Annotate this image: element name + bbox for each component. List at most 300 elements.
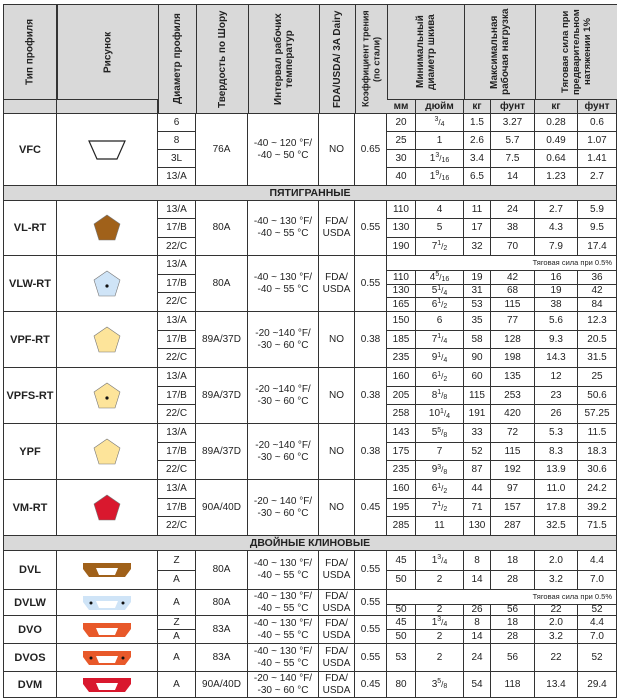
min-pulley-inch: 1 9 / 16 — [416, 168, 464, 186]
fda-line: USDA — [322, 602, 351, 614]
max-load-kg: 52 — [464, 443, 491, 461]
min-pulley-mm: 195 — [387, 499, 416, 517]
tension-kg: 7.9 — [535, 238, 578, 256]
profile-diameter: 22/C — [158, 461, 196, 480]
temp-line: -40 ~ 50 °C — [257, 149, 309, 161]
temp-range — [248, 114, 319, 186]
temp-line: -20 ~140 °F/ — [255, 327, 311, 339]
tension-lb: 0.6 — [578, 114, 617, 132]
max-load-lb: 68 — [491, 285, 535, 298]
max-load-kg: 32 — [464, 238, 491, 256]
temp-range — [248, 368, 319, 424]
profile-diameter: 13/A — [158, 168, 196, 186]
fda-status — [319, 424, 355, 480]
max-load-lb: 42 — [491, 271, 535, 285]
profile-drawing — [57, 424, 158, 480]
fda-line: NO — [329, 143, 344, 155]
min-pulley-mm: 160 — [387, 480, 416, 499]
min-pulley-inch: 10 1 / 4 — [416, 405, 464, 424]
profile-drawing — [57, 114, 158, 186]
max-load-kg: 31 — [464, 285, 491, 298]
shore-hardness: 80A — [196, 256, 248, 312]
min-pulley-inch: 1 3 / 4 — [416, 551, 464, 571]
tension-kg: 2.0 — [535, 616, 578, 630]
min-pulley-mm: 30 — [387, 150, 416, 168]
temp-line: -20 ~ 140 °F/ — [253, 672, 313, 684]
max-load-kg: 24 — [464, 644, 491, 672]
tension-lb: 2.7 — [578, 168, 617, 186]
min-pulley-mm: 185 — [387, 331, 416, 349]
max-load-lb: 28 — [491, 571, 535, 590]
fda-status — [319, 480, 355, 536]
temp-line: -40 ~ 55 °C — [257, 228, 309, 239]
shore-hardness: 80A — [196, 551, 248, 590]
temp-line: -20 ~140 °F/ — [255, 439, 311, 451]
unit-mm: мм — [387, 100, 416, 114]
profile-diameter: 17/B — [158, 387, 196, 405]
min-pulley-mm: 143 — [387, 424, 416, 443]
friction-coefficient: 0.38 — [355, 424, 387, 480]
profile-diameter: 17/B — [158, 219, 196, 238]
max-load-kg: 54 — [464, 672, 491, 698]
min-pulley-inch: 9 3 / 8 — [416, 461, 464, 480]
max-load-lb: 56 — [491, 644, 535, 672]
temp-line: -40 ~ 130 °F/ — [253, 216, 313, 227]
max-load-lb: 3.27 — [491, 114, 535, 132]
tension-kg: 13.9 — [535, 461, 578, 480]
header-friction: Коэффициент трения (по стали) — [355, 4, 387, 114]
profile-diameter: 13/A — [158, 368, 196, 387]
profile-diameter: 8 — [158, 132, 196, 150]
temp-line: -30 ~ 60 °C — [257, 395, 309, 407]
tension-kg: 8.3 — [535, 443, 578, 461]
min-pulley-mm: 160 — [387, 368, 416, 387]
profile-diameter: 13/A — [158, 424, 196, 443]
min-pulley-mm: 40 — [387, 168, 416, 186]
temp-range — [248, 312, 319, 368]
min-pulley-inch: 7 1 / 4 — [416, 331, 464, 349]
min-pulley-mm: 110 — [387, 271, 416, 285]
profile-name: VLW-RT — [3, 256, 57, 312]
temp-range — [248, 672, 319, 698]
min-pulley-inch: 11 — [416, 517, 464, 536]
tension-lb: 57.25 — [578, 405, 617, 424]
temp-line: -20 ~ 140 °F/ — [253, 495, 313, 507]
header-tension: Тяговая сила при предварительном натяжении 1% — [535, 4, 617, 100]
shore-hardness: 83A — [196, 644, 248, 672]
shore-hardness: 89A/37D — [196, 368, 248, 424]
friction-coefficient: 0.45 — [355, 480, 387, 536]
max-load-lb: 14 — [491, 168, 535, 186]
unit-tension-lb: фунт — [578, 100, 617, 114]
profile-diameter: 6 — [158, 114, 196, 132]
profile-diameter: A — [158, 630, 196, 644]
profile-name: VFC — [3, 114, 57, 186]
temp-range — [248, 424, 319, 480]
fda-line: USDA — [322, 228, 351, 239]
tension-note: Тяговая сила при 0.5% — [387, 590, 617, 605]
tension-kg: 5.6 — [535, 312, 578, 331]
max-load-lb: 72 — [491, 424, 535, 443]
tension-kg: 12 — [535, 368, 578, 387]
tension-kg: 22 — [535, 644, 578, 672]
fda-status — [319, 551, 355, 590]
friction-coefficient: 0.55 — [355, 551, 387, 590]
fda-status — [319, 201, 355, 256]
max-load-lb: 135 — [491, 368, 535, 387]
tension-lb: 12.3 — [578, 312, 617, 331]
max-load-lb: 24 — [491, 201, 535, 219]
profile-name: VPF-RT — [3, 312, 57, 368]
friction-coefficient: 0.55 — [355, 256, 387, 312]
temp-range — [248, 551, 319, 590]
fda-line: USDA — [322, 629, 351, 641]
temp-line: -40 ~ 130 °F/ — [253, 558, 313, 569]
tension-lb: 4.4 — [578, 551, 617, 571]
tension-lb: 9.5 — [578, 219, 617, 238]
profile-diameter: 22/C — [158, 238, 196, 256]
tension-lb: 71.5 — [578, 517, 617, 536]
profile-name: DVO — [3, 616, 57, 644]
min-pulley-inch: 1 — [416, 132, 464, 150]
friction-coefficient: 0.38 — [355, 368, 387, 424]
tension-kg: 22 — [535, 605, 578, 616]
profile-diameter: Z — [158, 616, 196, 630]
max-load-lb: 157 — [491, 499, 535, 517]
fda-line: NO — [329, 501, 344, 513]
tension-lb: 42 — [578, 285, 617, 298]
tension-lb: 39.2 — [578, 499, 617, 517]
min-pulley-inch: 1 3 / 16 — [416, 150, 464, 168]
tension-kg: 16 — [535, 271, 578, 285]
header-fda: FDA/USDA/ 3A Dairy — [319, 4, 355, 114]
max-load-kg: 8 — [464, 551, 491, 571]
profile-name: VM-RT — [3, 480, 57, 536]
profile-name: DVM — [3, 672, 57, 698]
max-load-kg: 1.5 — [464, 114, 491, 132]
max-load-lb: 115 — [491, 443, 535, 461]
fda-status — [319, 590, 355, 616]
profile-diameter: 13/A — [158, 201, 196, 219]
temp-line: -40 ~ 130 °F/ — [253, 590, 313, 602]
profile-diameter: 3L — [158, 150, 196, 168]
fda-line: FDA/ — [325, 216, 348, 227]
profile-name: VPFS-RT — [3, 368, 57, 424]
unit-blank-drawing — [57, 100, 158, 114]
max-load-lb: 128 — [491, 331, 535, 349]
min-pulley-inch: 8 1 / 8 — [416, 387, 464, 405]
tension-kg: 17.8 — [535, 499, 578, 517]
tension-kg: 3.2 — [535, 630, 578, 644]
min-pulley-mm: 53 — [387, 644, 416, 672]
shore-hardness: 90A/40D — [196, 480, 248, 536]
max-load-kg: 115 — [464, 387, 491, 405]
tension-lb: 50.6 — [578, 387, 617, 405]
max-load-lb: 192 — [491, 461, 535, 480]
max-load-kg: 6.5 — [464, 168, 491, 186]
min-pulley-inch: 6 1 / 2 — [416, 368, 464, 387]
min-pulley-inch: 5 5 / 8 — [416, 424, 464, 443]
profile-diameter: 13/A — [158, 256, 196, 275]
profile-name: DVLW — [3, 590, 57, 616]
shore-hardness: 90A/40D — [196, 672, 248, 698]
min-pulley-mm: 235 — [387, 461, 416, 480]
tension-lb: 25 — [578, 368, 617, 387]
temp-line: -40 ~ 55 °C — [257, 602, 309, 614]
fda-line: FDA/ — [325, 271, 348, 283]
min-pulley-inch: 3 5 / 8 — [416, 672, 464, 698]
fda-status — [319, 672, 355, 698]
temp-line: -40 ~ 130 °F/ — [253, 271, 313, 283]
friction-coefficient: 0.55 — [355, 644, 387, 672]
max-load-lb: 77 — [491, 312, 535, 331]
temp-range — [248, 590, 319, 616]
profile-drawing — [57, 551, 158, 590]
fda-line: FDA/ — [325, 672, 348, 684]
profile-name: VL-RT — [3, 201, 57, 256]
max-load-kg: 33 — [464, 424, 491, 443]
tension-kg: 38 — [535, 298, 578, 312]
header-drawing: Рисунок — [57, 4, 158, 100]
min-pulley-inch: 6 1 / 2 — [416, 480, 464, 499]
unit-lb: фунт — [491, 100, 535, 114]
tension-lb: 7.0 — [578, 571, 617, 590]
unit-tension-kg: кг — [535, 100, 578, 114]
fda-line: USDA — [322, 283, 351, 295]
min-pulley-mm: 80 — [387, 672, 416, 698]
max-load-kg: 191 — [464, 405, 491, 424]
min-pulley-mm: 50 — [387, 571, 416, 590]
temp-range — [248, 256, 319, 312]
fda-status — [319, 256, 355, 312]
profile-diameter: 22/C — [158, 405, 196, 424]
min-pulley-inch: 7 1 / 2 — [416, 238, 464, 256]
min-pulley-mm: 285 — [387, 517, 416, 536]
fda-line: FDA/ — [325, 590, 348, 602]
max-load-lb: 28 — [491, 630, 535, 644]
tension-lb: 18.3 — [578, 443, 617, 461]
fda-line: FDA/ — [325, 558, 348, 569]
temp-range — [248, 616, 319, 644]
tension-kg: 4.3 — [535, 219, 578, 238]
friction-coefficient: 0.65 — [355, 114, 387, 186]
friction-coefficient: 0.45 — [355, 672, 387, 698]
friction-coefficient: 0.55 — [355, 590, 387, 616]
profile-drawing — [57, 590, 158, 616]
shore-hardness: 76A — [196, 114, 248, 186]
min-pulley-inch: 2 — [416, 644, 464, 672]
max-load-kg: 8 — [464, 616, 491, 630]
profile-name: DVOS — [3, 644, 57, 672]
profile-diameter: A — [158, 571, 196, 590]
max-load-kg: 130 — [464, 517, 491, 536]
max-load-lb: 97 — [491, 480, 535, 499]
profile-drawing — [57, 312, 158, 368]
tension-kg: 19 — [535, 285, 578, 298]
max-load-lb: 56 — [491, 605, 535, 616]
temp-line: -40 ~ 55 °C — [257, 283, 309, 295]
header-profile-type: Тип профиля — [3, 4, 57, 100]
min-pulley-inch: 5 — [416, 219, 464, 238]
min-pulley-mm: 20 — [387, 114, 416, 132]
max-load-kg: 35 — [464, 312, 491, 331]
min-pulley-mm: 190 — [387, 238, 416, 256]
temp-range — [248, 644, 319, 672]
fda-line: NO — [329, 333, 344, 345]
max-load-kg: 14 — [464, 571, 491, 590]
min-pulley-mm: 235 — [387, 349, 416, 368]
max-load-lb: 7.5 — [491, 150, 535, 168]
min-pulley-inch: 9 1 / 4 — [416, 349, 464, 368]
max-load-lb: 118 — [491, 672, 535, 698]
min-pulley-inch: 5 1 / 4 — [416, 285, 464, 298]
profile-diameter: 17/B — [158, 331, 196, 349]
header-temp-range: Интервал рабочих температур — [248, 4, 319, 114]
profile-drawing — [57, 616, 158, 644]
max-load-lb: 287 — [491, 517, 535, 536]
profile-drawing — [57, 256, 158, 312]
tension-kg: 1.23 — [535, 168, 578, 186]
profile-diameter: Z — [158, 551, 196, 571]
min-pulley-mm: 45 — [387, 616, 416, 630]
max-load-lb: 5.7 — [491, 132, 535, 150]
tension-lb: 31.5 — [578, 349, 617, 368]
temp-line: -30 ~ 60 °C — [257, 339, 309, 351]
temp-line: -40 ~ 55 °C — [257, 570, 309, 581]
friction-coefficient: 0.55 — [355, 616, 387, 644]
min-pulley-mm: 130 — [387, 219, 416, 238]
tension-lb: 7.0 — [578, 630, 617, 644]
shore-hardness: 80A — [196, 201, 248, 256]
profile-diameter: A — [158, 590, 196, 616]
header-profile-diameter: Диаметр профиля — [158, 4, 196, 114]
tension-kg: 14.3 — [535, 349, 578, 368]
section-pentagonal: ПЯТИГРАННЫЕ — [3, 186, 617, 201]
shore-hardness: 89A/37D — [196, 312, 248, 368]
max-load-kg: 2.6 — [464, 132, 491, 150]
profile-drawing — [57, 480, 158, 536]
profile-diameter: 13/A — [158, 312, 196, 331]
unit-blank-profile — [3, 100, 57, 114]
friction-coefficient: 0.38 — [355, 312, 387, 368]
profile-drawing — [57, 368, 158, 424]
min-pulley-inch: 2 — [416, 630, 464, 644]
max-load-kg: 3.4 — [464, 150, 491, 168]
min-pulley-mm: 110 — [387, 201, 416, 219]
temp-range — [248, 201, 319, 256]
fda-line: USDA — [322, 657, 351, 669]
profile-diameter: 22/C — [158, 293, 196, 312]
tension-lb: 1.41 — [578, 150, 617, 168]
tension-lb: 5.9 — [578, 201, 617, 219]
fda-line: USDA — [322, 684, 351, 696]
shore-hardness: 89A/37D — [196, 424, 248, 480]
profile-diameter: A — [158, 644, 196, 672]
min-pulley-inch: 1 3 / 4 — [416, 616, 464, 630]
max-load-kg: 53 — [464, 298, 491, 312]
max-load-lb: 70 — [491, 238, 535, 256]
tension-lb: 1.07 — [578, 132, 617, 150]
tension-kg: 2.0 — [535, 551, 578, 571]
temp-line: -40 ~ 120 °F/ — [253, 137, 313, 149]
min-pulley-inch: 4 — [416, 201, 464, 219]
max-load-kg: 26 — [464, 605, 491, 616]
tension-lb: 52 — [578, 644, 617, 672]
tension-kg: 23 — [535, 387, 578, 405]
min-pulley-inch: 2 — [416, 605, 464, 616]
profile-diameter: 17/B — [158, 443, 196, 461]
min-pulley-mm: 175 — [387, 443, 416, 461]
profile-diameter: 17/B — [158, 275, 196, 293]
fda-status — [319, 312, 355, 368]
max-load-kg: 17 — [464, 219, 491, 238]
shore-hardness: 83A — [196, 616, 248, 644]
min-pulley-inch: 7 1 / 2 — [416, 499, 464, 517]
tension-note: Тяговая сила при 0.5% — [387, 256, 617, 271]
tension-lb: 11.5 — [578, 424, 617, 443]
tension-kg: 5.3 — [535, 424, 578, 443]
fda-line: NO — [329, 445, 344, 457]
temp-line: -20 ~140 °F/ — [255, 383, 311, 395]
profile-drawing — [57, 672, 158, 698]
min-pulley-mm: 205 — [387, 387, 416, 405]
profile-name: DVL — [3, 551, 57, 590]
profile-drawing — [57, 644, 158, 672]
fda-line: FDA/ — [325, 617, 348, 629]
fda-status — [319, 616, 355, 644]
fda-line: USDA — [322, 570, 351, 581]
min-pulley-inch: 6 1 / 2 — [416, 298, 464, 312]
max-load-lb: 198 — [491, 349, 535, 368]
max-load-kg: 60 — [464, 368, 491, 387]
min-pulley-mm: 150 — [387, 312, 416, 331]
temp-line: -30 ~ 60 °C — [257, 507, 309, 519]
friction-coefficient: 0.55 — [355, 201, 387, 256]
profile-name: YPF — [3, 424, 57, 480]
max-load-kg: 19 — [464, 271, 491, 285]
profile-diameter: 17/B — [158, 499, 196, 517]
max-load-kg: 71 — [464, 499, 491, 517]
temp-line: -30 ~ 60 °C — [257, 451, 309, 463]
fda-status — [319, 114, 355, 186]
min-pulley-inch: 4 5 / 16 — [416, 271, 464, 285]
profile-diameter: 22/C — [158, 349, 196, 368]
max-load-lb: 420 — [491, 405, 535, 424]
tension-kg: 26 — [535, 405, 578, 424]
max-load-kg: 11 — [464, 201, 491, 219]
tension-lb: 36 — [578, 271, 617, 285]
tension-lb: 24.2 — [578, 480, 617, 499]
tension-lb: 84 — [578, 298, 617, 312]
max-load-kg: 58 — [464, 331, 491, 349]
min-pulley-inch: 6 — [416, 312, 464, 331]
profile-drawing — [57, 201, 158, 256]
shore-hardness: 80A — [196, 590, 248, 616]
max-load-kg: 87 — [464, 461, 491, 480]
max-load-lb: 115 — [491, 298, 535, 312]
max-load-lb: 18 — [491, 551, 535, 571]
tension-lb: 17.4 — [578, 238, 617, 256]
min-pulley-inch: 3 / 4 — [416, 114, 464, 132]
fda-status — [319, 368, 355, 424]
tension-kg: 0.64 — [535, 150, 578, 168]
unit-inch: дюйм — [416, 100, 464, 114]
unit-kg: кг — [464, 100, 491, 114]
section-double-v: ДВОЙНЫЕ КЛИНОВЫЕ — [3, 536, 617, 551]
temp-line: -40 ~ 55 °C — [257, 657, 309, 669]
min-pulley-inch: 2 — [416, 571, 464, 590]
profile-diameter: A — [158, 672, 196, 698]
